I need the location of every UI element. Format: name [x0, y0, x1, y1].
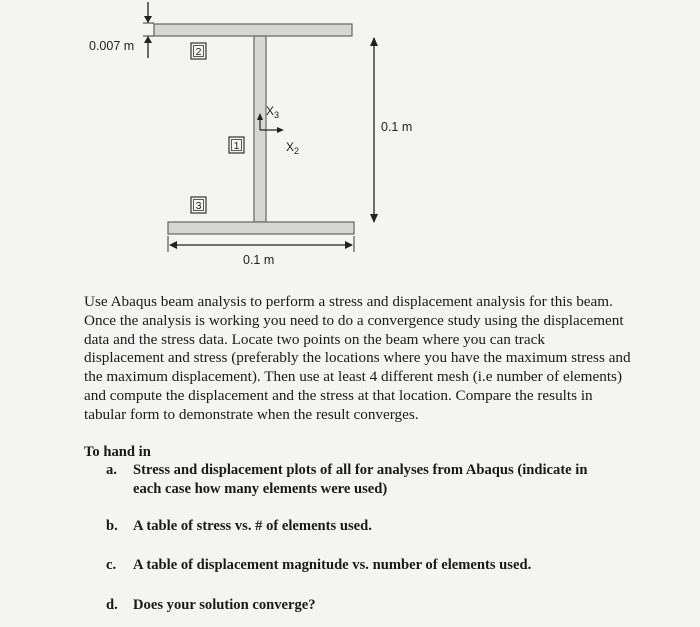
paragraph-line: Use Abaqus beam analysis to perform a stress and displacement analysis for this beam. — [84, 293, 613, 310]
part-label-3 — [191, 197, 206, 213]
hand-in-item-d — [106, 596, 316, 615]
item-letter: b. — [106, 518, 118, 534]
width-label: 0.1 m — [243, 253, 275, 267]
i-beam-figure — [0, 0, 700, 290]
part-label-2 — [191, 43, 206, 59]
paragraph-line: the maximum displacement). Then use at least 4 different mesh (i.e number of elements) — [84, 368, 623, 386]
item-text: A table of displacement magnitude vs. number of elements used. — [133, 557, 532, 573]
height-dimension — [370, 37, 378, 223]
paragraph-line: and compute the displacement and the stress at that location. Compare the results in — [84, 386, 593, 404]
height-label: 0.1 m — [381, 120, 413, 134]
paragraph-line: data and the stress data. Locate two points on the beam where you can track — [84, 330, 545, 348]
item-text: Stress and displacement plots of all for analyses from Abaqus (indicate in — [133, 462, 588, 478]
item-letter: d. — [106, 597, 118, 613]
hand-in-item-a — [106, 461, 587, 499]
bottom-flange — [168, 222, 354, 234]
hand-in-heading: To hand in — [84, 444, 151, 460]
svg-text:1: 1 — [233, 140, 240, 152]
top-flange — [154, 24, 352, 36]
thickness-label: 0.007 m — [89, 39, 135, 53]
item-letter: c. — [106, 557, 117, 573]
assignment-paragraph — [84, 293, 680, 425]
paragraph-line: Once the analysis is working you need to do a convergence study using the displacement — [84, 311, 624, 329]
part-label-1 — [229, 137, 244, 153]
item-text: each case how many elements were used) — [133, 481, 388, 497]
paragraph-line: tabular form to demonstrate when the result converges. — [84, 405, 419, 423]
paragraph-line: displacement and stress (preferably the locations where you have the maximum stress and — [84, 349, 631, 367]
x3-axis-label: $X_3$ — [266, 104, 280, 120]
svg-text:2: 2 — [195, 46, 202, 58]
thickness-dimension — [143, 2, 154, 58]
x2-axis-label: $X_2$ — [286, 140, 300, 156]
width-dimension — [168, 236, 354, 252]
hand-in-item-b — [106, 517, 372, 536]
item-text: A table of stress vs. # of elements used. — [133, 518, 372, 534]
hand-in-item-c — [106, 556, 531, 575]
svg-text:3: 3 — [195, 200, 202, 212]
item-letter: a. — [106, 462, 117, 478]
item-text: Does your solution converge? — [133, 597, 316, 613]
